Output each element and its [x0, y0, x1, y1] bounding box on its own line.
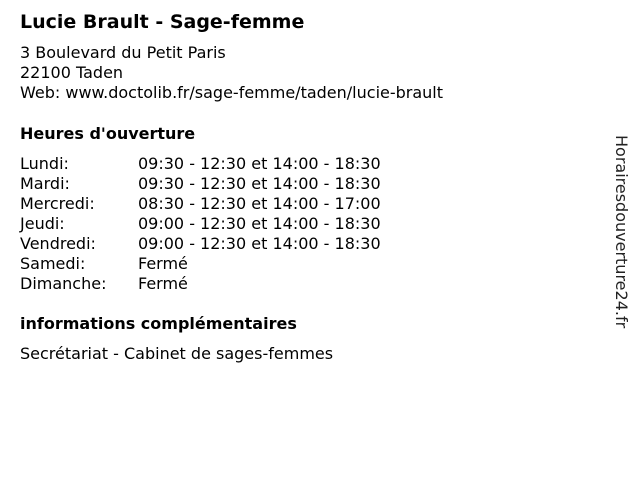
day-label: Lundi: [20, 154, 69, 173]
day-hours: 09:00 - 12:30 et 14:00 - 18:30 [138, 214, 381, 233]
address-street: 3 Boulevard du Petit Paris [20, 43, 226, 62]
day-hours: 09:30 - 12:30 et 14:00 - 18:30 [138, 154, 381, 173]
opening-hours-heading: Heures d'ouverture [20, 124, 196, 143]
day-label: Dimanche: [20, 274, 107, 293]
day-label: Jeudi: [20, 214, 65, 233]
day-hours: Fermé [138, 254, 188, 273]
website-link[interactable]: Web: www.doctolib.fr/sage-femme/taden/lucie-brault [20, 83, 444, 102]
day-label: Samedi: [20, 254, 86, 273]
address-city: 22100 Taden [20, 63, 124, 82]
day-label: Vendredi: [20, 234, 96, 253]
day-hours: 08:30 - 12:30 et 14:00 - 17:00 [138, 194, 381, 213]
site-watermark: Horairesdouverture24.fr [612, 135, 631, 329]
address-block [20, 43, 443, 103]
additional-info-text: Secrétariat - Cabinet de sages-femmes [20, 344, 334, 363]
day-hours: Fermé [138, 274, 188, 293]
day-hours: 09:30 - 12:30 et 14:00 - 18:30 [138, 174, 381, 193]
day-hours: 09:00 - 12:30 et 14:00 - 18:30 [138, 234, 381, 253]
additional-info-heading: informations complémentaires [20, 314, 297, 333]
page-title: Lucie Brault - Sage-femme [20, 11, 305, 33]
day-label: Mardi: [20, 174, 70, 193]
day-label: Mercredi: [20, 194, 95, 213]
